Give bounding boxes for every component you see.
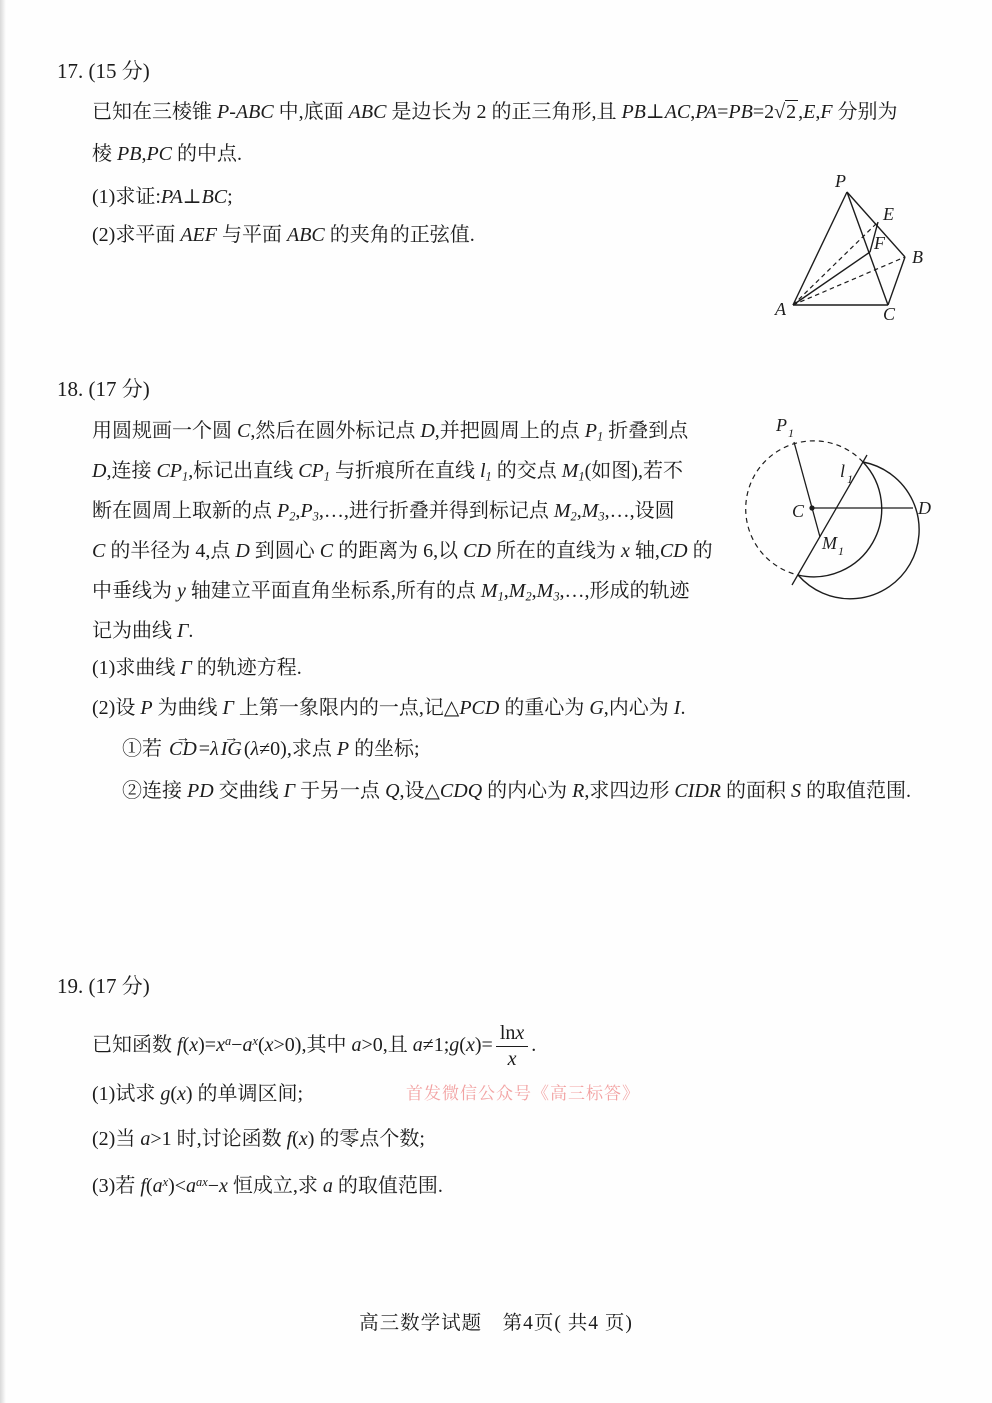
label-l1-sub: 1: [847, 472, 853, 486]
q18-text-line3: 断在圆周上取新的点 P2,P3,…,进行折叠并得到标记点 M2,M3,…,设圆: [92, 500, 675, 524]
q17-item2: (2)求平面 AEF 与平面 ABC 的夹角的正弦值.: [92, 224, 475, 246]
figure-17-tetrahedron: [773, 167, 943, 325]
line-p1-m1: [794, 442, 820, 537]
center-c-dot: [809, 505, 814, 510]
label-p: P: [835, 171, 846, 191]
label-p1: P: [776, 415, 787, 435]
label-f: F: [874, 233, 885, 253]
folded-arc-through-d: [798, 462, 919, 599]
q18-text-line2: D,连接 CP1,标记出直线 CP1 与折痕所在直线 l1 的交点 M1(如图),若不: [92, 460, 683, 484]
label-e: E: [883, 204, 894, 224]
q18-header: 18. (17 分): [57, 377, 150, 401]
label-b: B: [912, 247, 923, 267]
label-m1: M: [822, 533, 837, 553]
label-c: C: [792, 501, 805, 521]
label-m1-sub: 1: [838, 544, 844, 558]
page-footer: 高三数学试题 第4页( 共4 页): [359, 1313, 633, 1334]
q18-text-line1: 用圆规画一个圆 C,然后在圆外标记点 D,并把圆周上的点 P1 折叠到点: [92, 420, 689, 444]
q19-header: 19. (17 分): [57, 974, 150, 998]
q19-item3: (3)若 $f(a^x)<a^{ax}-x$ 恒成立,求 a 的取值范围.: [92, 1175, 443, 1198]
q17-header: 17. (15 分): [57, 59, 150, 83]
label-l1: l: [840, 461, 846, 481]
q18-subitem2: ②连接 PD 交曲线 Γ 于另一点 Q,设△CDQ 的内心为 R,求四边形 CIDR 的面积 S 的取值范围.: [122, 780, 912, 802]
q19-item1: (1)试求 g(x) 的单调区间;: [92, 1083, 304, 1105]
q18-item1: (1)求曲线 Γ 的轨迹方程.: [92, 657, 302, 679]
q18-text-line5: 中垂线为 y 轴建立平面直角坐标系,所有的点 M1,M2,M3,…,形成的轨迹: [92, 580, 690, 604]
tetrahedron-hidden-edges: [793, 222, 905, 305]
label-a: A: [775, 299, 786, 319]
label-d: D: [918, 498, 931, 518]
q17-text-line1: 已知在三棱锥 P-ABC 中,底面 ABC 是边长为 2 的正三角形,且 PB⊥AC,PA=PB=2√2 ,E,F 分别为: [92, 101, 898, 123]
label-c: C: [883, 304, 896, 324]
label-p1-sub: 1: [788, 426, 794, 440]
edge-ab-dashed: [793, 257, 905, 305]
edge-bc: [888, 257, 905, 305]
edge-pa: [793, 192, 847, 305]
q17-item1: (1)求证:PA⊥BC;: [92, 186, 233, 208]
figure-18-circle-fold: [728, 398, 978, 630]
q19-text-line1: 已知函数 $f(x)=x^a-a^x(x>0)$,其中 a>0,且 a≠1;g(x)= $\frac{\ln x}{x}$ .: [92, 1022, 537, 1070]
q18-item2: (2)设 P 为曲线 Γ 上第一象限内的一点,记△PCD 的重心为 G,内心为 I.: [92, 697, 686, 719]
q18-text-line6: 记为曲线 Γ.: [92, 620, 194, 642]
watermark-wechat: 首发微信公众号《高三标答》: [406, 1084, 640, 1103]
q18-text-line4: C 的半径为 4,点 D 到圆心 C 的距离为 6,以 CD 所在的直线为 x 轴,CD 的: [92, 540, 713, 562]
edge-ae-dashed: [793, 222, 878, 305]
q18-subitem1: ①若 CD → =λ IG → (λ≠0),求点 P 的坐标;: [122, 736, 420, 762]
q17-text-line2: 棱 PB,PC 的中点.: [92, 143, 242, 165]
q19-item2: (2)当 a>1 时,讨论函数 f(x) 的零点个数;: [92, 1128, 425, 1150]
edge-af: [793, 252, 870, 305]
